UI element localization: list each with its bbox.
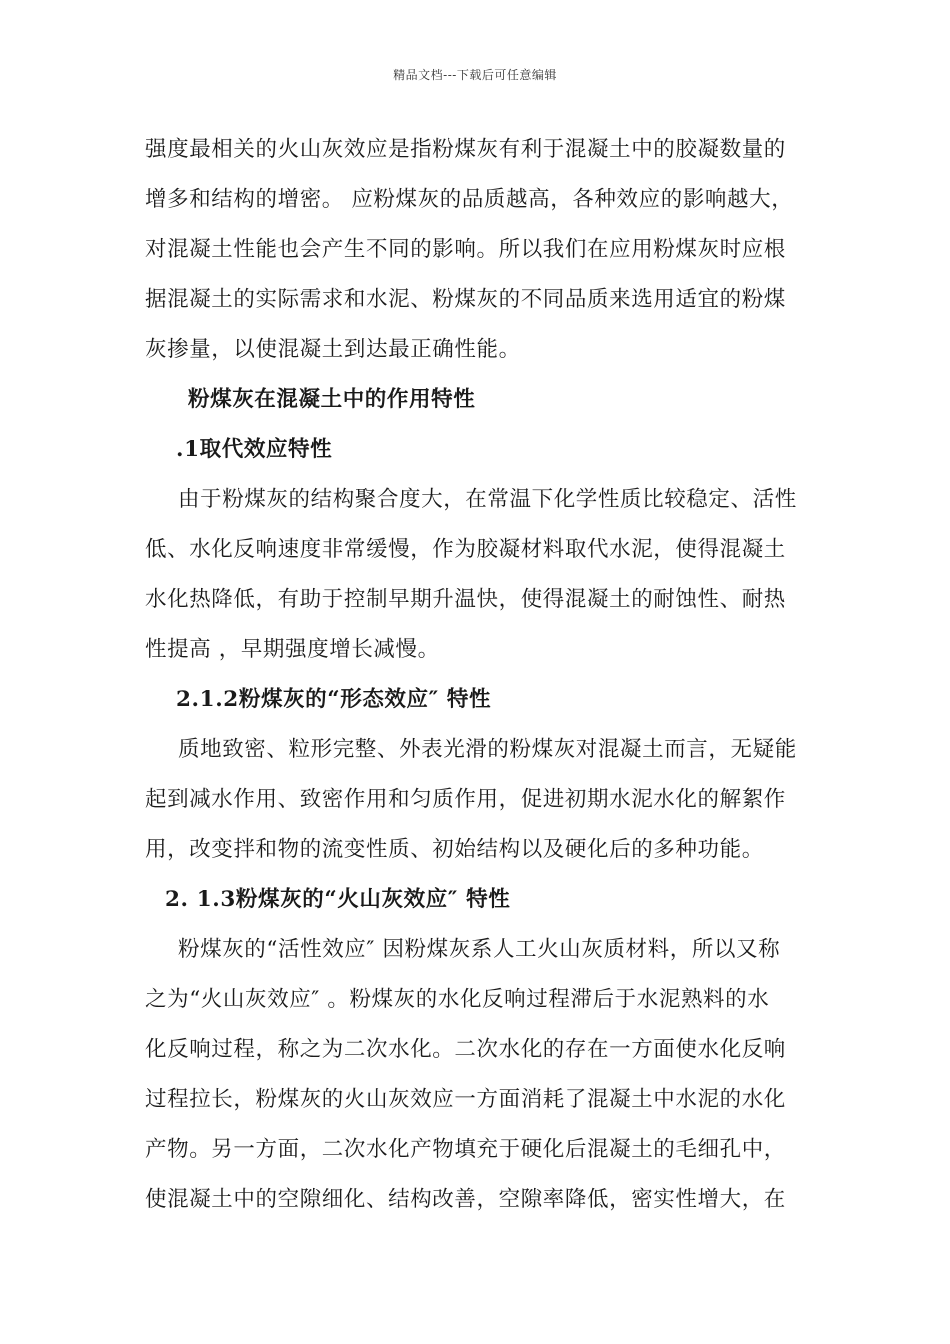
- body-line: 使混凝土中的空隙细化、结构改善，空隙率降低，密实性增大，在: [145, 1187, 786, 1212]
- body-line: 起到减水作用、致密作用和匀质作用，促进初期水泥水化的解絮作: [145, 787, 786, 812]
- body-line: 过程拉长，粉煤灰的火山灰效应一方面消耗了混凝土中水泥的水化: [145, 1087, 786, 1112]
- page-header: 精品文档---下载后可任意编辑: [393, 68, 557, 82]
- body-line: 水化热降低，有助于控制早期升温快，使得混凝土的耐蚀性、耐热: [145, 587, 786, 612]
- body-line: 质地致密、粒形完整、外表光滑的粉煤灰对混凝土而言，无疑能: [178, 737, 797, 762]
- body-line: 强度最相关的火山灰效应是指粉煤灰有利于混凝土中的胶凝数量的: [145, 137, 786, 162]
- body-line: 之为“火山灰效应″ 。粉煤灰的水化反响过程滞后于水泥熟料的水: [145, 987, 770, 1012]
- body-line: 对混凝土性能也会产生不同的影响。所以我们在应用粉煤灰时应根: [145, 237, 786, 262]
- body-line: 粉煤灰的“活性效应″ 因粉煤灰系人工火山灰质材料，所以又称: [178, 937, 781, 962]
- body-line: 灰掺量，以使混凝土到达最正确性能。: [145, 337, 521, 362]
- body-line: 低、水化反响速度非常缓慢，作为胶凝材料取代水泥，使得混凝土: [145, 537, 786, 562]
- body-line: 据混凝土的实际需求和水泥、粉煤灰的不同品质来选用适宜的粉煤: [145, 287, 786, 312]
- body-line: 由于粉煤灰的结构聚合度大，在常温下化学性质比较稳定、活性: [178, 487, 797, 512]
- section-heading: 粉煤灰在混凝土中的作用特性: [188, 387, 476, 412]
- body-line: 增多和结构的增密。 应粉煤灰的品质越高，各种效应的影响越大，: [145, 187, 794, 212]
- body-line: 产物。另一方面，二次水化产物填充于硬化后混凝土的毛细孔中，: [145, 1137, 786, 1162]
- subsection-heading: 2. 1.3粉煤灰的“火山灰效应″ 特性: [165, 887, 511, 912]
- body-line: 化反响过程，称之为二次水化。二次水化的存在一方面使水化反响: [145, 1037, 786, 1062]
- document-body: [145, 130, 810, 1230]
- body-line: 性提高 ，早期强度增长减慢。: [145, 637, 440, 662]
- subsection-heading: 2.1.2粉煤灰的“形态效应″ 特性: [176, 687, 492, 712]
- subsection-heading: .1取代效应特性: [176, 437, 333, 462]
- body-line: 用，改变拌和物的流变性质、初始结构以及硬化后的多种功能。: [145, 837, 764, 862]
